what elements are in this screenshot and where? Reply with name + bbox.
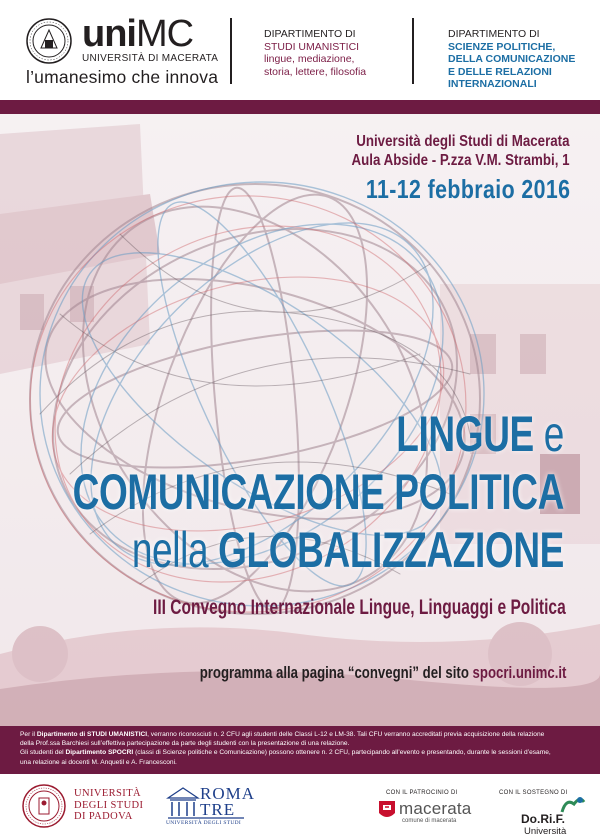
roma-tre-subtitle: UNIVERSITÀ DEGLI STUDI	[166, 820, 242, 826]
padova-logo-text	[74, 788, 143, 823]
note-text: della Prof.ssa Barchiesi sull’effettiva partecipazione da parte degli studenti con la presentazione di una relazione.	[20, 740, 350, 748]
padova-seal-icon	[22, 784, 66, 828]
title-comunicazione: COMUNICAZIONE POLITICA	[72, 464, 564, 520]
logo-subtitle: UNIVERSITÀ DI MACERATA	[82, 53, 219, 64]
dept1-label: DIPARTIMENTO DI	[264, 28, 356, 40]
note-text: , verranno riconosciuti n. 2 CFU agli studenti delle Classi L-12 e LM-38. Tali CFU verranno accreditati previa acquisizione della relazione	[147, 731, 545, 738]
dept2-line2: DELLA COMUNICAZIONE	[448, 53, 576, 65]
header-divider	[412, 18, 414, 84]
note-text: una relazione ai docenti M. Anquetil e A. Francesconi.	[20, 758, 177, 766]
event-location: Aula Abside - P.zza V.M. Strambi, 1	[351, 152, 570, 169]
title-e: e	[533, 406, 564, 462]
department-studi-umanistici	[264, 28, 366, 78]
dept2-line4: INTERNAZIONALI	[448, 78, 537, 90]
program-text: programma alla pagina “convegni” del sito	[199, 664, 473, 682]
roma-line: ROMA	[200, 784, 256, 803]
title-nella: nella	[131, 522, 219, 578]
department-scienze-politiche	[448, 28, 575, 91]
macerata-logo-text: macerata	[399, 799, 472, 818]
program-site-link[interactable]: spocri.unimc.it	[472, 664, 566, 682]
support-label: CON IL SOSTEGNO DI	[499, 790, 568, 796]
cfu-note	[0, 726, 600, 774]
padova-line: DEGLI STUDI	[74, 799, 144, 811]
dept1-line2: storia, lettere, filosofia	[264, 65, 367, 78]
roma-line: TRE	[200, 800, 236, 819]
dorif-logo-text: Do.Ri.F.	[521, 812, 565, 826]
header	[0, 0, 600, 100]
unimc-logo	[82, 13, 219, 64]
tagline: l’umanesimo che innova	[26, 67, 219, 87]
roma-tre-logo-text	[200, 786, 255, 818]
university-seal-icon	[26, 18, 72, 64]
program-info	[199, 664, 566, 683]
note-dept-name: Dipartimento SPOCRI	[65, 749, 134, 757]
title-lingue: LINGUE	[396, 406, 534, 462]
dept2-line1: SCIENZE POLITICHE,	[448, 40, 556, 53]
logo-bold: uni	[82, 13, 136, 55]
event-subtitle: III Convegno Internazionale Lingue, Linguaggi e Politica	[153, 596, 566, 619]
dept2-line3: E DELLE RELAZIONI	[448, 65, 552, 78]
note-text: (classi di Scienze politiche e Comunicazione) possono ottenere n. 2 CFU, partecipando all’evento e presentando, durante le sessioni d’esame,	[133, 749, 551, 757]
dept1-line1: lingue, mediazione,	[264, 53, 355, 65]
patronage-label: CON IL PATROCINIO DI	[386, 790, 458, 796]
event-dates: 11-12 febbraio 2016	[365, 174, 570, 204]
partner-logos	[0, 774, 600, 839]
header-divider	[230, 18, 232, 84]
dorif-logo-icon	[560, 794, 586, 814]
note-dept-name: Dipartimento di STUDI UMANISTICI	[36, 731, 148, 738]
university-name: Università degli Studi di Macerata	[356, 133, 570, 150]
title-globalizzazione: GLOBALIZZAZIONE	[218, 522, 565, 578]
macerata-subtitle: comune di macerata	[402, 818, 457, 824]
dept2-label: DIPARTIMENTO DI	[448, 28, 540, 40]
macerata-crest-icon	[379, 801, 395, 821]
note-text: Gli studenti del	[20, 749, 66, 757]
note-text: Per il	[20, 731, 37, 738]
dorif-subtitle: Università	[524, 826, 567, 837]
dept1-name: STUDI UMANISTICI	[264, 40, 360, 53]
venue-info	[352, 132, 570, 170]
event-title	[73, 405, 564, 579]
padova-line: DI PADOVA	[74, 811, 133, 822]
logo-light: MC	[135, 13, 194, 55]
padova-line: UNIVERSITÀ	[74, 788, 141, 799]
header-band	[0, 100, 600, 114]
